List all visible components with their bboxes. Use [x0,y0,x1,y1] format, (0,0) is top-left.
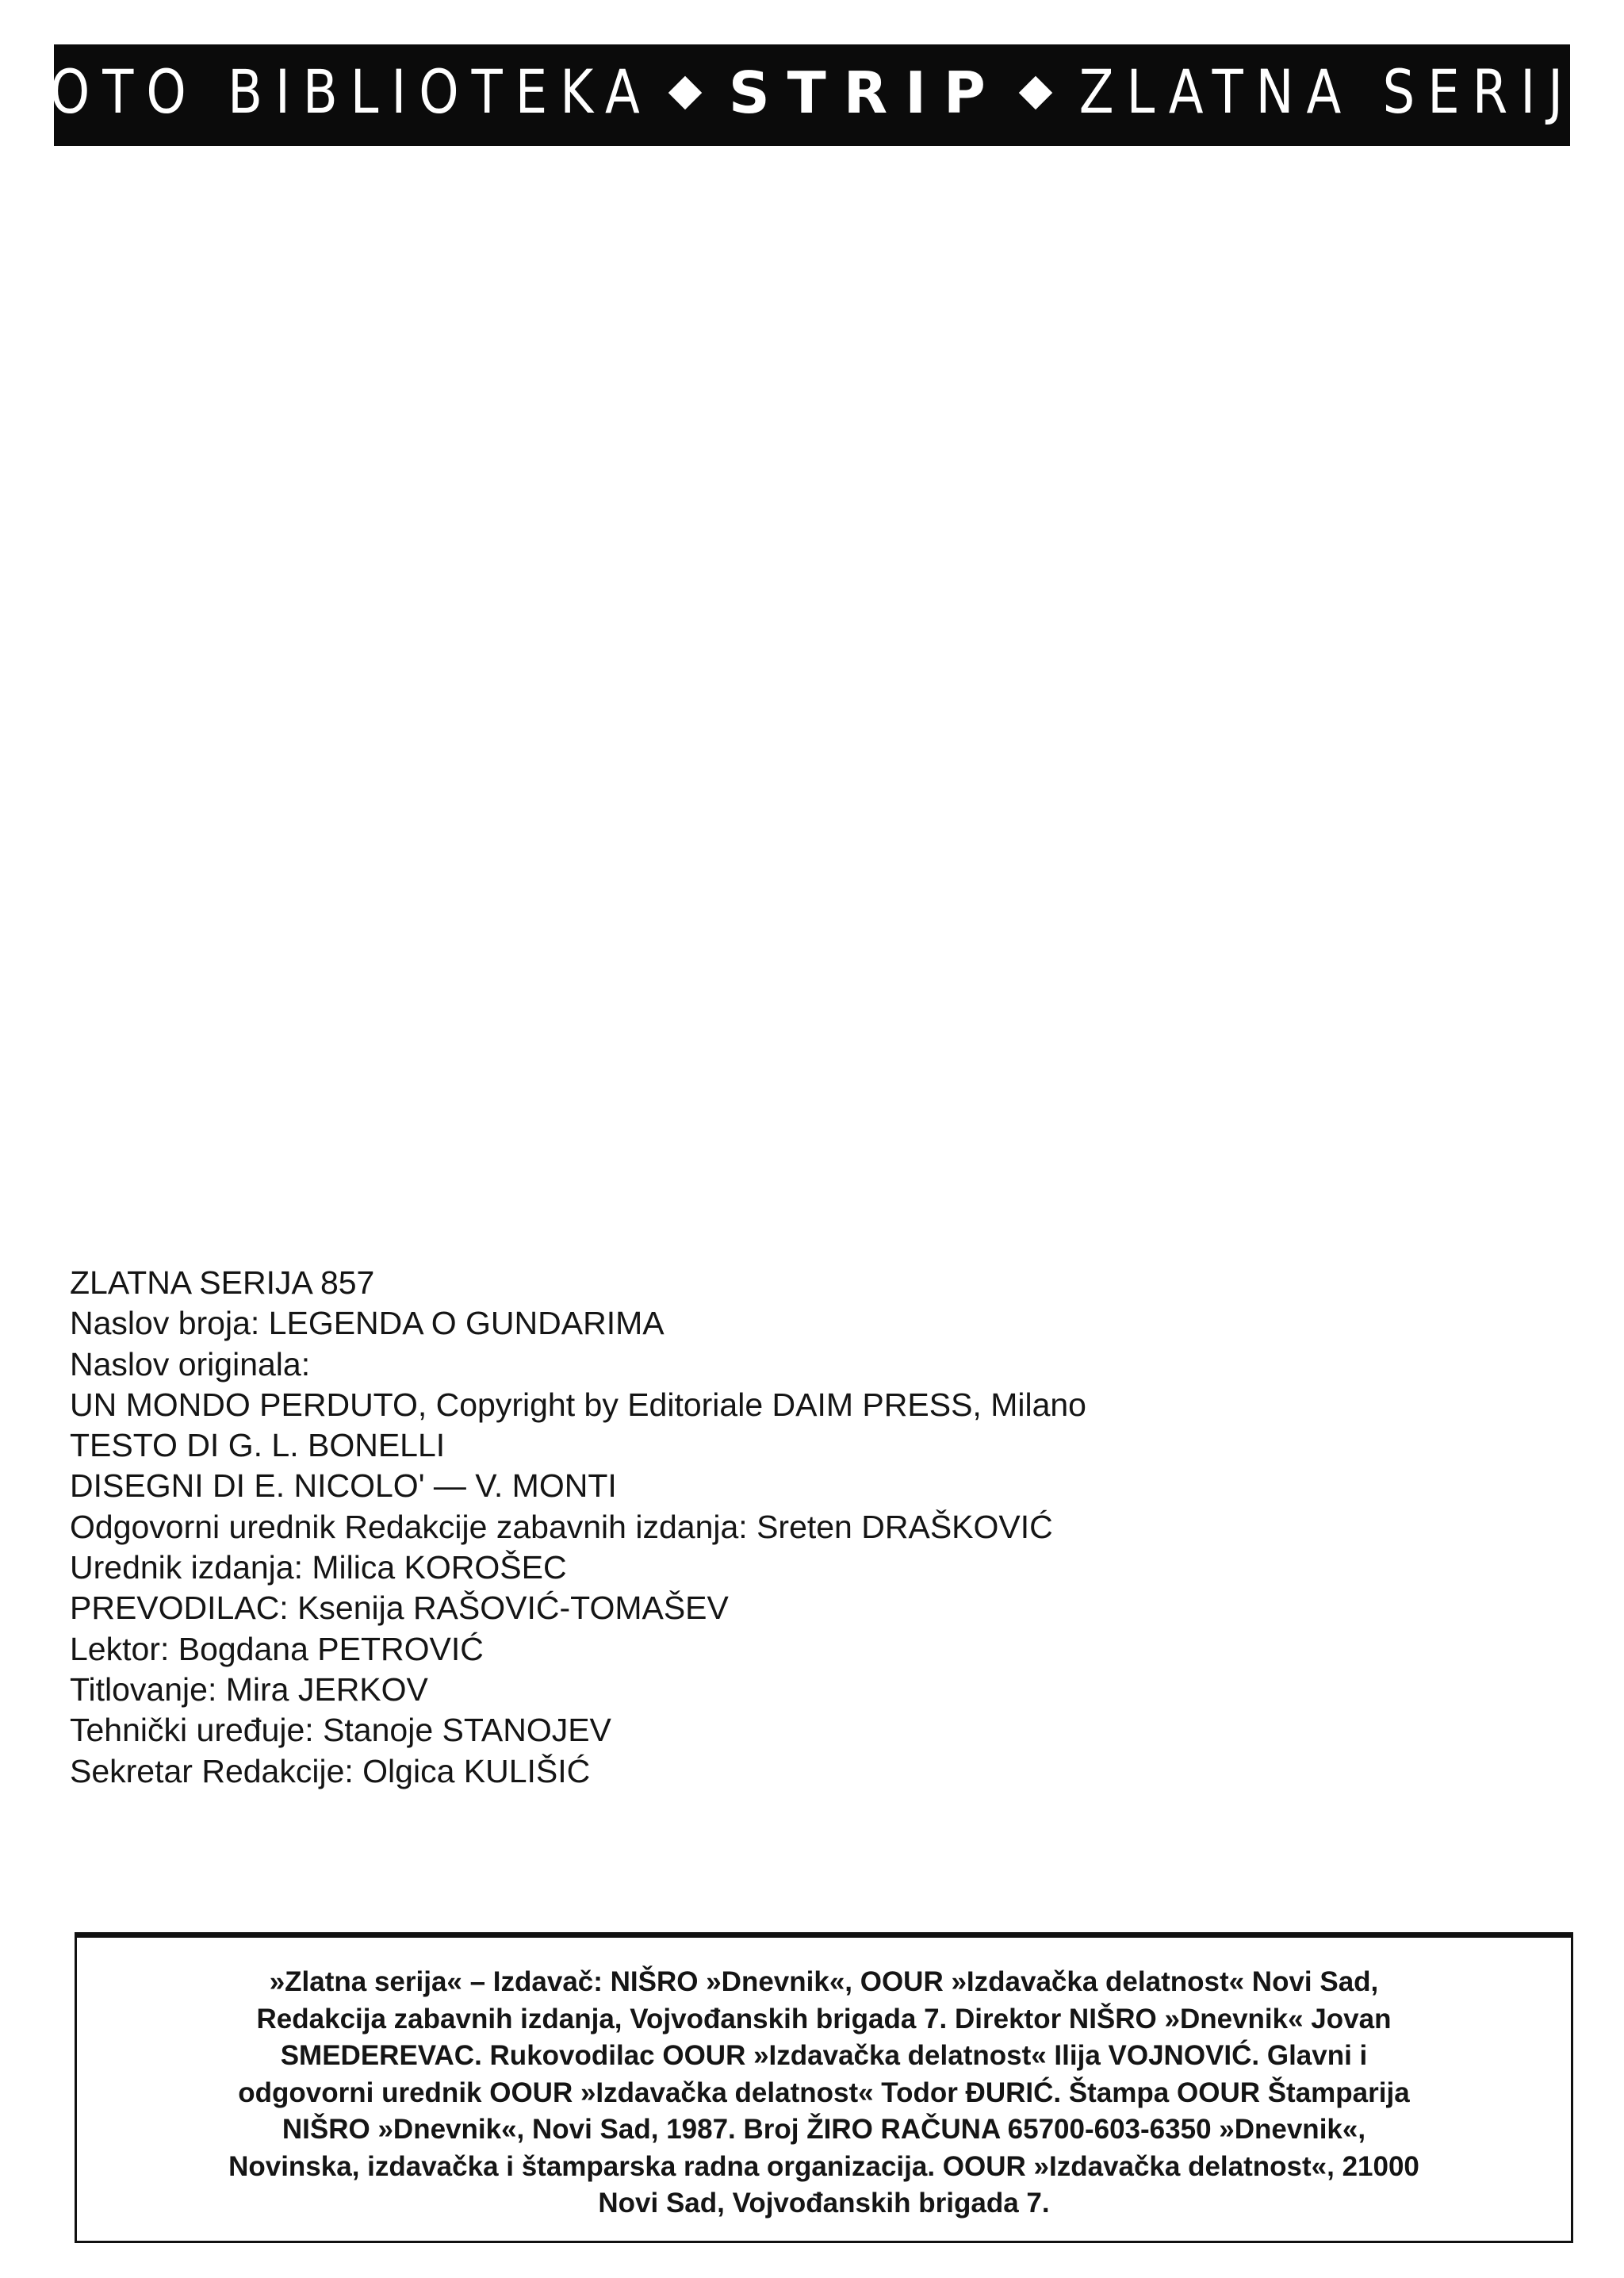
credit-original-title: UN MONDO PERDUTO, Copyright by Editoriale DAIM PRESS, Milano [70,1386,1086,1423]
header-roto-biblioteka: ROTO BIBLIOTEKA [2,58,653,128]
credit-text-author: TESTO DI G. L. BONELLI [70,1427,446,1464]
credit-series-number: ZLATNA SERIJA 857 [70,1264,375,1301]
imprint-line: NIŠRO »Dnevnik«, Novi Sad, 1987. Broj ŽIRO RAČUNA 65700-603-6350 »Dnevnik«, [282,2114,1366,2146]
diamond-icon [1019,76,1052,109]
credit-issue-editor: Urednik izdanja: Milica KOROŠEC [70,1549,567,1586]
header-zlatna-serija: ZLATNA SERIJA [1078,58,1622,128]
credits-block [70,1263,1497,1792]
credit-secretary: Sekretar Redakcije: Olgica KULIŠIĆ [70,1752,591,1789]
series-header-text [2,59,1622,126]
credit-proofreader: Lektor: Bogdana PETROVIĆ [70,1630,484,1667]
credit-lettering: Titlovanje: Mira JERKOV [70,1670,428,1708]
credit-drawings: DISEGNI DI E. NICOLO' — V. MONTI [70,1467,617,1505]
imprint-line: »Zlatna serija« – Izdavač: NIŠRO »Dnevnik«, OOUR »Izdavačka delatnost« Novi Sad, [269,1966,1379,1998]
credit-original-title-label: Naslov originala: [70,1345,311,1383]
publisher-imprint-box [75,1932,1573,2243]
imprint-line: SMEDEREVAC. Rukovodilac OOUR »Izdavačka delatnost« Ilija VOJNOVIĆ. Glavni i [280,2040,1368,2072]
series-header-bar [2,44,1622,146]
credit-responsible-editor: Odgovorni urednik Redakcije zabavnih izdanja: Sreten DRAŠKOVIĆ [70,1508,1053,1545]
imprint-line: odgovorni urednik OOUR »Izdavačka delatnost« Todor ĐURIĆ. Štampa OOUR Štamparija [238,2077,1410,2108]
credit-translator: PREVODILAC: Ksenija RAŠOVIĆ-TOMAŠEV [70,1590,729,1627]
publisher-imprint-text [228,1964,1419,2222]
imprint-line: Novinska, izdavačka i štamparska radna organizacija. OOUR »Izdavačka delatnost«, 21000 [228,2150,1419,2182]
imprint-line: Novi Sad, Vojvođanskih brigada 7. [598,2188,1050,2219]
credit-issue-title: Naslov broja: LEGENDA O GUNDARIMA [70,1305,665,1342]
imprint-line: Redakcija zabavnih izdanja, Vojvođanskih brigada 7. Direktor NIŠRO »Dnevnik« Jovan [256,2003,1392,2034]
credit-technical-editor: Tehnički uređuje: Stanoje STANOJEV [70,1712,611,1749]
header-strip: STRIP [728,59,1003,126]
diamond-icon [668,76,702,109]
